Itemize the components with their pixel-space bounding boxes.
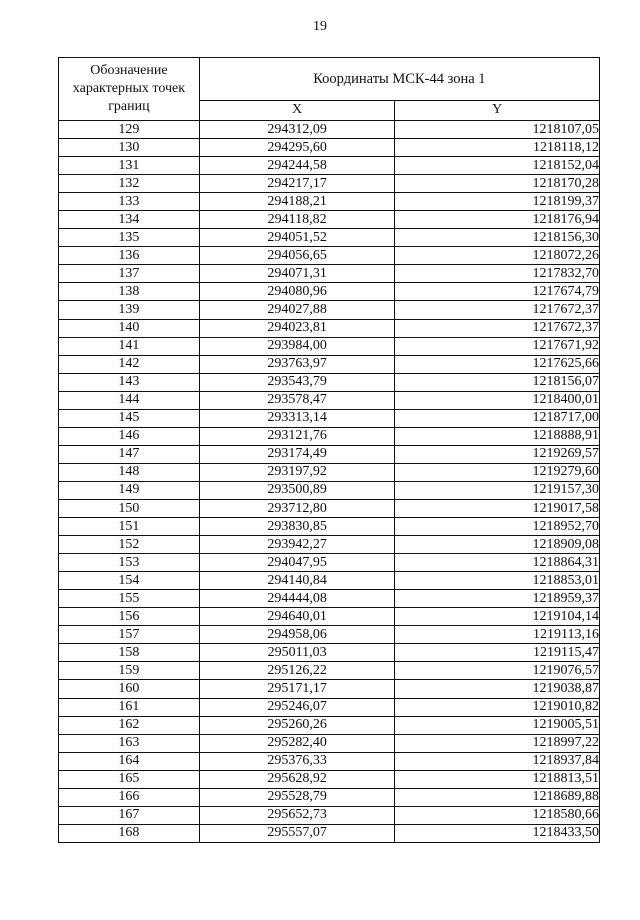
point-id-cell: 136	[59, 247, 200, 265]
table-row	[59, 211, 600, 229]
y-coordinate-cell: 1219076,57	[395, 662, 600, 680]
point-id-cell: 162	[59, 716, 200, 734]
point-id-cell: 161	[59, 698, 200, 716]
y-coordinate-cell: 1218952,70	[395, 518, 600, 536]
point-id-cell: 134	[59, 211, 200, 229]
table-row	[59, 373, 600, 391]
y-coordinate-cell: 1218156,30	[395, 229, 600, 247]
table-row	[59, 193, 600, 211]
x-coordinate-cell: 294958,06	[199, 626, 395, 644]
table-row	[59, 698, 600, 716]
point-id-cell: 139	[59, 301, 200, 319]
x-coordinate-cell: 294640,01	[199, 608, 395, 626]
table-row	[59, 608, 600, 626]
point-id-cell: 163	[59, 734, 200, 752]
y-coordinate-cell: 1218909,08	[395, 536, 600, 554]
point-id-cell: 151	[59, 518, 200, 536]
y-coordinate-cell: 1217625,66	[395, 355, 600, 373]
table-row	[59, 680, 600, 698]
table-row	[59, 590, 600, 608]
table-row	[59, 265, 600, 283]
y-coordinate-cell: 1218199,37	[395, 193, 600, 211]
x-coordinate-cell: 295282,40	[199, 734, 395, 752]
x-coordinate-cell: 294312,09	[199, 121, 395, 139]
table-row	[59, 319, 600, 337]
x-coordinate-cell: 293830,85	[199, 518, 395, 536]
x-coordinate-cell: 294080,96	[199, 283, 395, 301]
y-coordinate-cell: 1218937,84	[395, 752, 600, 770]
y-coordinate-cell: 1219038,87	[395, 680, 600, 698]
table-row	[59, 734, 600, 752]
table-body	[59, 121, 600, 843]
header-coordinates: Координаты МСК-44 зона 1	[199, 58, 599, 101]
table-row	[59, 644, 600, 662]
x-coordinate-cell: 293197,92	[199, 463, 395, 481]
table-row	[59, 445, 600, 463]
point-id-cell: 142	[59, 355, 200, 373]
x-coordinate-cell: 293712,80	[199, 499, 395, 517]
point-id-cell: 148	[59, 463, 200, 481]
point-id-cell: 138	[59, 283, 200, 301]
y-coordinate-cell: 1219017,58	[395, 499, 600, 517]
point-id-cell: 133	[59, 193, 200, 211]
table-row	[59, 355, 600, 373]
x-coordinate-cell: 293984,00	[199, 337, 395, 355]
x-coordinate-cell: 294071,31	[199, 265, 395, 283]
point-id-cell: 167	[59, 806, 200, 824]
y-coordinate-cell: 1218997,22	[395, 734, 600, 752]
point-id-cell: 152	[59, 536, 200, 554]
x-coordinate-cell: 294244,58	[199, 157, 395, 175]
point-id-cell: 147	[59, 445, 200, 463]
table-row	[59, 518, 600, 536]
x-coordinate-cell: 293121,76	[199, 427, 395, 445]
y-coordinate-cell: 1217671,92	[395, 337, 600, 355]
x-coordinate-cell: 294217,17	[199, 175, 395, 193]
x-coordinate-cell: 294295,60	[199, 139, 395, 157]
y-coordinate-cell: 1219269,57	[395, 445, 600, 463]
table-header	[59, 58, 600, 121]
table-row	[59, 554, 600, 572]
point-id-cell: 150	[59, 499, 200, 517]
table-row	[59, 770, 600, 788]
x-coordinate-cell: 293313,14	[199, 409, 395, 427]
table-row	[59, 481, 600, 499]
point-id-cell: 153	[59, 554, 200, 572]
x-coordinate-cell: 293942,27	[199, 536, 395, 554]
y-coordinate-cell: 1218118,12	[395, 139, 600, 157]
point-id-cell: 135	[59, 229, 200, 247]
table-row	[59, 499, 600, 517]
x-coordinate-cell: 295557,07	[199, 824, 395, 842]
y-coordinate-cell: 1218072,26	[395, 247, 600, 265]
table-row	[59, 824, 600, 842]
y-coordinate-cell: 1219113,16	[395, 626, 600, 644]
x-coordinate-cell: 293500,89	[199, 481, 395, 499]
x-coordinate-cell: 294118,82	[199, 211, 395, 229]
table-row	[59, 139, 600, 157]
header-x: X	[199, 100, 395, 120]
y-coordinate-cell: 1219104,14	[395, 608, 600, 626]
x-coordinate-cell: 295171,17	[199, 680, 395, 698]
point-id-cell: 160	[59, 680, 200, 698]
x-coordinate-cell: 293578,47	[199, 391, 395, 409]
y-coordinate-cell: 1217674,79	[395, 283, 600, 301]
table-row	[59, 301, 600, 319]
table-row	[59, 229, 600, 247]
x-coordinate-cell: 293763,97	[199, 355, 395, 373]
x-coordinate-cell: 295528,79	[199, 788, 395, 806]
point-id-cell: 159	[59, 662, 200, 680]
table-row	[59, 427, 600, 445]
point-id-cell: 130	[59, 139, 200, 157]
point-id-cell: 168	[59, 824, 200, 842]
y-coordinate-cell: 1219115,47	[395, 644, 600, 662]
x-coordinate-cell: 294056,65	[199, 247, 395, 265]
header-y: Y	[395, 100, 600, 120]
page-number: 19	[313, 19, 327, 34]
y-coordinate-cell: 1218107,05	[395, 121, 600, 139]
y-coordinate-cell: 1218813,51	[395, 770, 600, 788]
x-coordinate-cell: 294188,21	[199, 193, 395, 211]
point-id-cell: 140	[59, 319, 200, 337]
point-id-cell: 132	[59, 175, 200, 193]
table-row	[59, 283, 600, 301]
x-coordinate-cell: 295011,03	[199, 644, 395, 662]
y-coordinate-cell: 1219279,60	[395, 463, 600, 481]
point-id-cell: 154	[59, 572, 200, 590]
y-coordinate-cell: 1219157,30	[395, 481, 600, 499]
point-id-cell: 143	[59, 373, 200, 391]
x-coordinate-cell: 294140,84	[199, 572, 395, 590]
point-id-cell: 158	[59, 644, 200, 662]
point-id-cell: 131	[59, 157, 200, 175]
x-coordinate-cell: 294444,08	[199, 590, 395, 608]
table-row	[59, 572, 600, 590]
y-coordinate-cell: 1218152,04	[395, 157, 600, 175]
x-coordinate-cell: 293543,79	[199, 373, 395, 391]
y-coordinate-cell: 1218853,01	[395, 572, 600, 590]
x-coordinate-cell: 294027,88	[199, 301, 395, 319]
x-coordinate-cell: 295246,07	[199, 698, 395, 716]
table-row	[59, 788, 600, 806]
table-row	[59, 337, 600, 355]
x-coordinate-cell: 294051,52	[199, 229, 395, 247]
x-coordinate-cell: 295628,92	[199, 770, 395, 788]
y-coordinate-cell: 1219010,82	[395, 698, 600, 716]
y-coordinate-cell: 1217832,70	[395, 265, 600, 283]
x-coordinate-cell: 295260,26	[199, 716, 395, 734]
coordinates-table	[58, 57, 600, 843]
y-coordinate-cell: 1217672,37	[395, 301, 600, 319]
table-row	[59, 157, 600, 175]
y-coordinate-cell: 1218176,94	[395, 211, 600, 229]
point-id-cell: 137	[59, 265, 200, 283]
table-row	[59, 536, 600, 554]
point-id-cell: 146	[59, 427, 200, 445]
y-coordinate-cell: 1218689,88	[395, 788, 600, 806]
x-coordinate-cell: 295376,33	[199, 752, 395, 770]
point-id-cell: 156	[59, 608, 200, 626]
y-coordinate-cell: 1217672,37	[395, 319, 600, 337]
y-coordinate-cell: 1218959,37	[395, 590, 600, 608]
table-row	[59, 391, 600, 409]
point-id-cell: 145	[59, 409, 200, 427]
y-coordinate-cell: 1218580,66	[395, 806, 600, 824]
x-coordinate-cell: 294047,95	[199, 554, 395, 572]
table-row	[59, 662, 600, 680]
table-row	[59, 409, 600, 427]
y-coordinate-cell: 1218717,00	[395, 409, 600, 427]
y-coordinate-cell: 1218400,01	[395, 391, 600, 409]
x-coordinate-cell: 295652,73	[199, 806, 395, 824]
point-id-cell: 157	[59, 626, 200, 644]
point-id-cell: 155	[59, 590, 200, 608]
x-coordinate-cell: 294023,81	[199, 319, 395, 337]
point-id-cell: 129	[59, 121, 200, 139]
table-row	[59, 463, 600, 481]
table-row	[59, 247, 600, 265]
table-row	[59, 626, 600, 644]
y-coordinate-cell: 1218864,31	[395, 554, 600, 572]
y-coordinate-cell: 1218433,50	[395, 824, 600, 842]
table-row	[59, 121, 600, 139]
header-point-designation: Обозначение характерных точек границ	[59, 58, 200, 121]
x-coordinate-cell: 293174,49	[199, 445, 395, 463]
point-id-cell: 141	[59, 337, 200, 355]
point-id-cell: 144	[59, 391, 200, 409]
point-id-cell: 149	[59, 481, 200, 499]
point-id-cell: 165	[59, 770, 200, 788]
x-coordinate-cell: 295126,22	[199, 662, 395, 680]
table-row	[59, 175, 600, 193]
table-row	[59, 752, 600, 770]
y-coordinate-cell: 1218170,28	[395, 175, 600, 193]
y-coordinate-cell: 1218156,07	[395, 373, 600, 391]
point-id-cell: 164	[59, 752, 200, 770]
point-id-cell: 166	[59, 788, 200, 806]
y-coordinate-cell: 1218888,91	[395, 427, 600, 445]
table-row	[59, 716, 600, 734]
table-row	[59, 806, 600, 824]
y-coordinate-cell: 1219005,51	[395, 716, 600, 734]
